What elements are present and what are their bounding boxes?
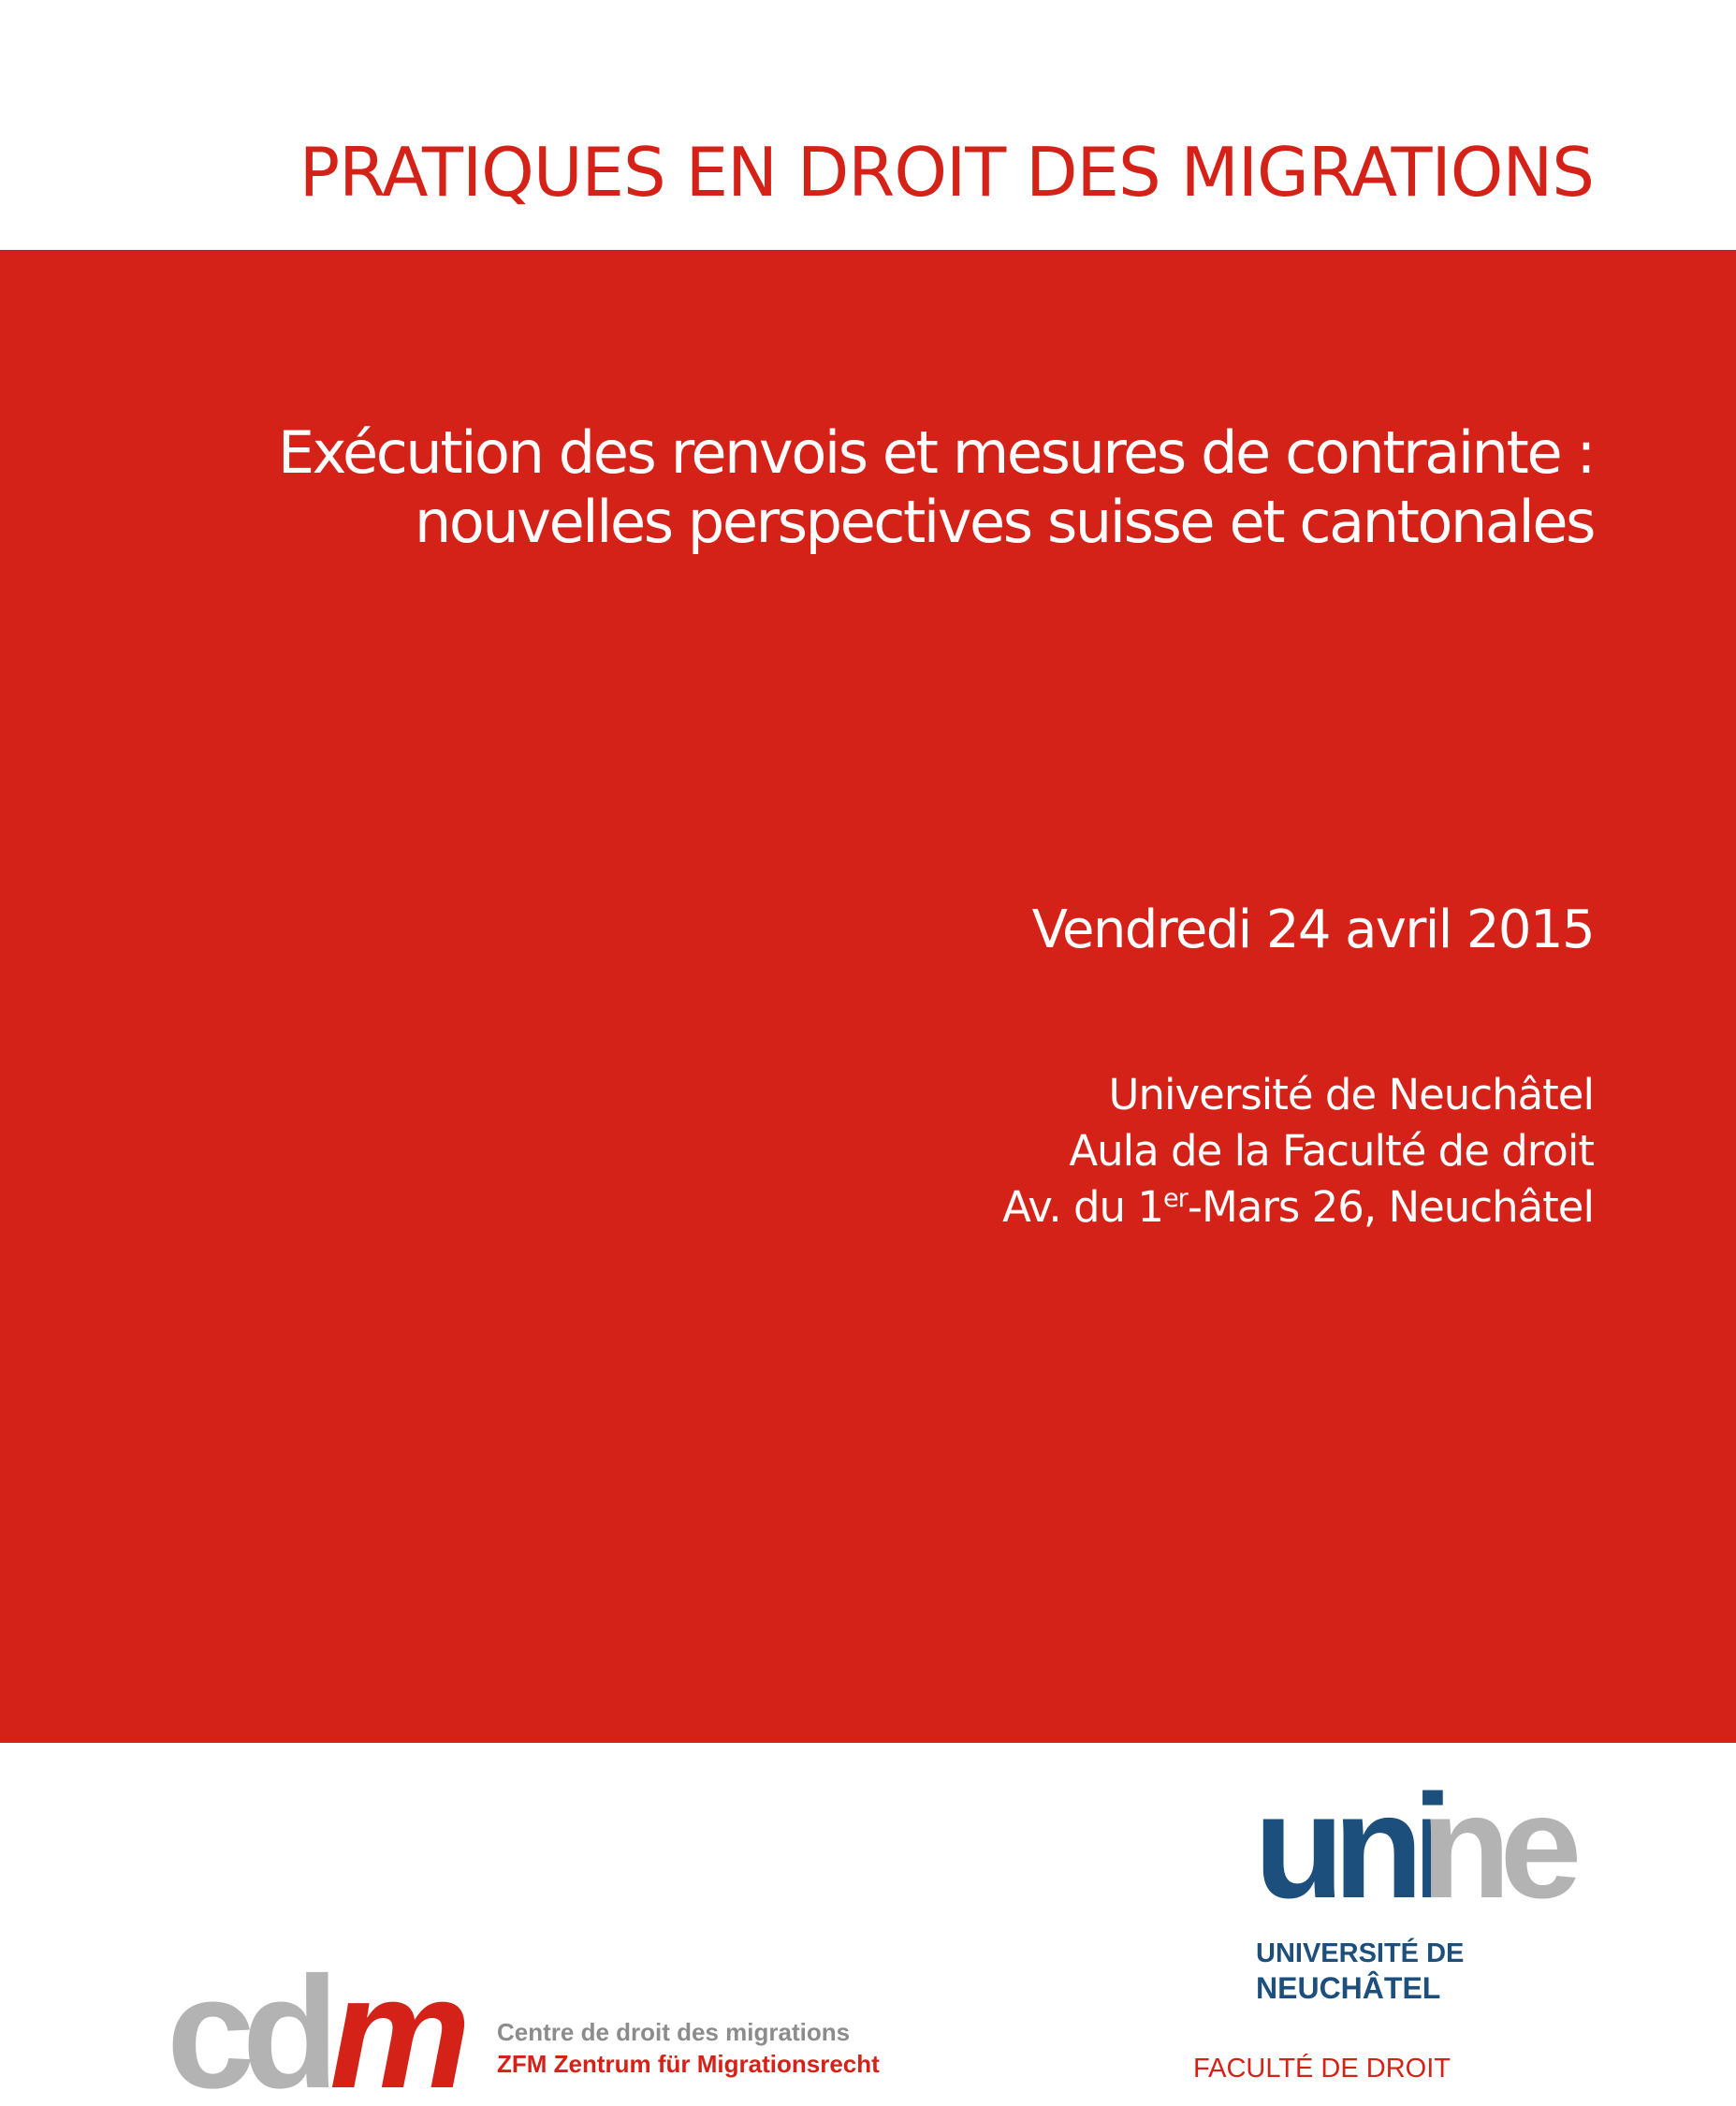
university-name-line-1: UNIVERSITÉ DE [1256,1938,1465,1968]
unine-logo [1254,1783,1591,1914]
cdm-logo-cd: cd [167,1947,327,2101]
faculty-name: FACULTÉ DE DROIT [1193,2054,1451,2084]
unine-logo-uni: uni [1254,1783,1442,1914]
event-date: Vendredi 24 avril 2015 [1031,899,1594,960]
cdm-logo [167,1947,485,2101]
university-name-line-2: NEUCHÂTEL [1256,1970,1441,2005]
venue-university: Université de Neuchâtel [1108,1070,1594,1119]
cdm-name-de: ZFM Zentrum für Migrationsrecht [497,2049,880,2078]
cdm-name [497,2017,880,2081]
unine-logo-ne: ne [1421,1783,1571,1914]
venue-address [1002,1067,1594,1236]
event-title-line-1: Exécution des renvois et mesures de contrainte : [277,418,1594,487]
event-title-line-2: nouvelles perspectives suisse et cantonales [414,488,1594,557]
venue-street: Av. du 1er-Mars 26, Neuchâtel [1002,1181,1594,1232]
event-title [278,418,1594,558]
university-name [1256,1938,1464,2006]
series-title: PRATIQUES EN DROIT DES MIGRATIONS [299,133,1594,212]
venue-room: Aula de la Faculté de droit [1069,1125,1594,1176]
cdm-name-fr: Centre de droit des migrations [497,2018,851,2046]
cdm-logo-m: m [329,1947,462,2101]
